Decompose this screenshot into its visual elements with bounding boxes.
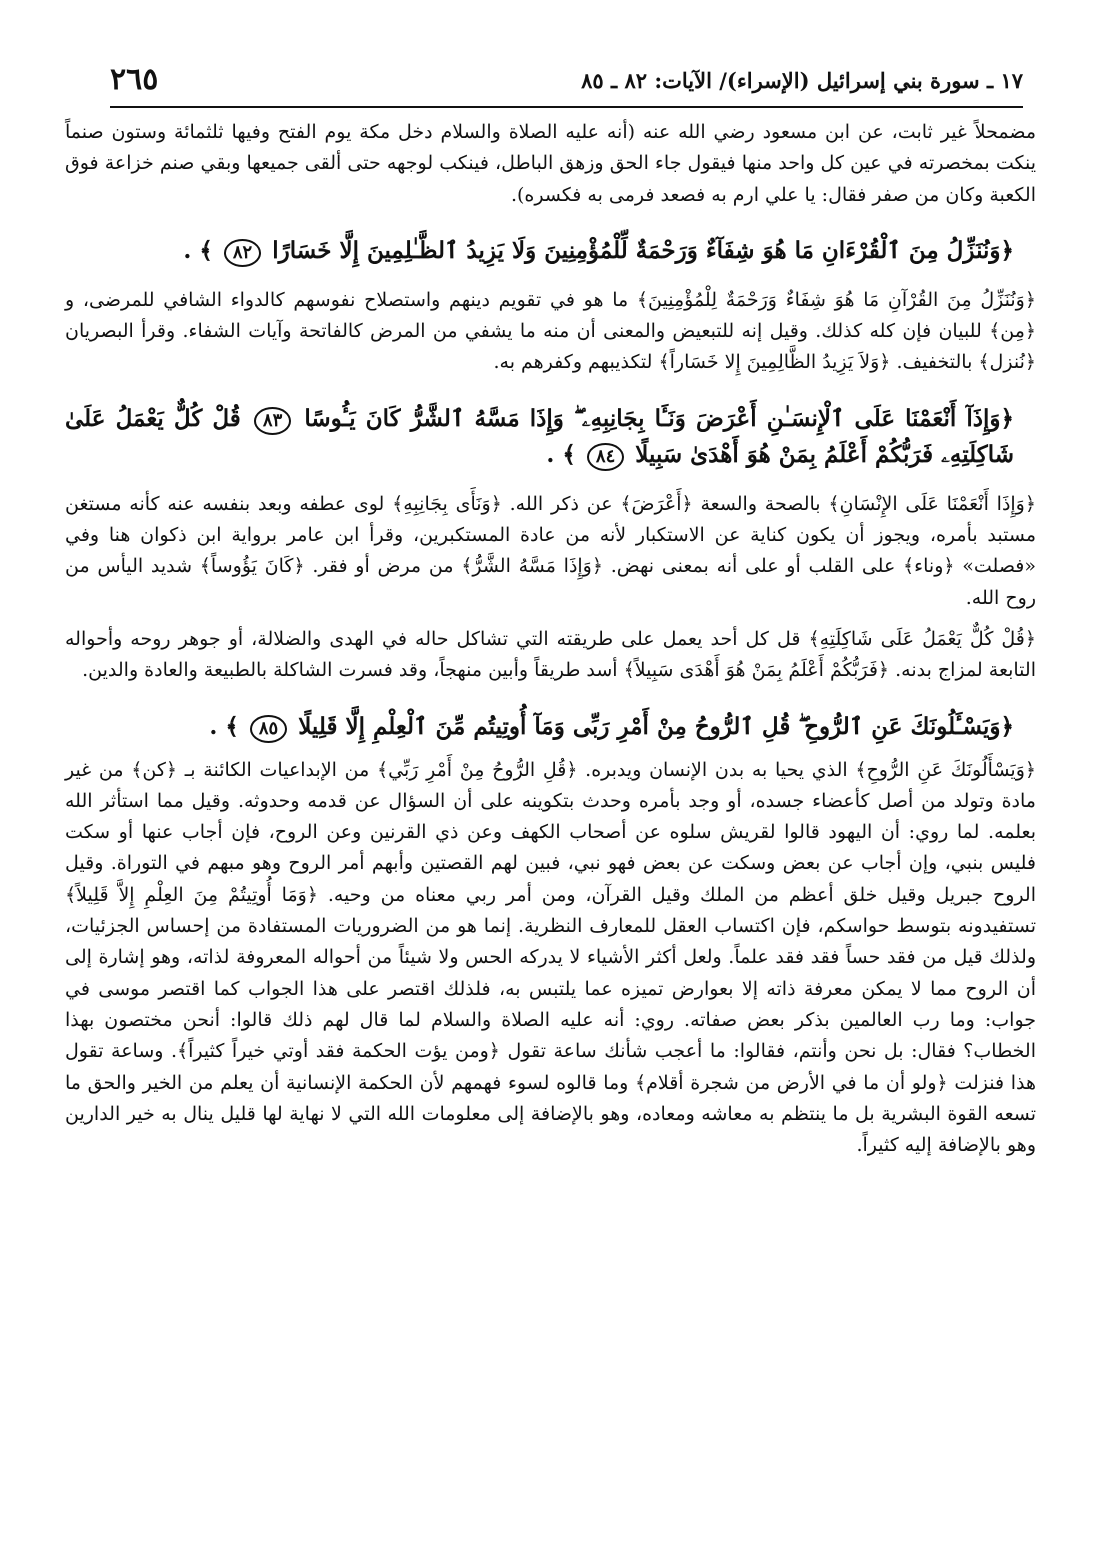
verse-number-84: ٨٤ bbox=[587, 443, 624, 471]
commentary-paragraph-3: ﴿وَإِذَا أَنْعَمْنَا عَلَى الإِنْسَانِ﴾ بالصحة والسعة ﴿أَعْرَضَ﴾ عن ذكر الله. ﴿وَنَأَى بِجَانِبِهِ﴾ لوى عطفه وبعد بنفسه عنه كأنه مستغن مستبد بأمره، ويجوز أن يكون كناية عن الاستكبار لأنه من عادة المستكبرين، وقرأ ابن عامر برواية ابن ذكوان هنا وفي «فصلت» ﴿وناء﴾ على القلب أو على أنه بمعنى نهض. ﴿وَإِذَا مَسَّهُ الشَّرُّ﴾ من مرض أو فقر. ﴿كَانَ يَؤُوساً﴾ شديد اليأس من روح الله. bbox=[65, 492, 1036, 609]
verse-84-end: ﴾ . bbox=[546, 440, 576, 468]
header-rule bbox=[110, 106, 1023, 108]
page-number: ٢٦٥ bbox=[110, 62, 159, 97]
verse-85-end: ﴾ . bbox=[209, 712, 239, 740]
verse-82 bbox=[65, 233, 1036, 269]
verse-number-85: ٨٥ bbox=[250, 715, 287, 743]
verse-85 bbox=[65, 709, 1036, 745]
verse-83-text: ﴿وَإِذَآ أَنْعَمْنَا عَلَى ٱلْإِنسَـٰنِ أَعْرَضَ وَنَـَٔا بِجَانِبِهِۦ ۖ وَإِذَا مَسَّهُ ٱلشَّرُّ كَانَ يَـُٔوسًا bbox=[304, 404, 1014, 432]
verse-85-text: ﴿وَيَسْـَٔلُونَكَ عَنِ ٱلرُّوحِ ۖ قُلِ ٱلرُّوحُ مِنْ أَمْرِ رَبِّى وَمَآ أُوتِيتُم مِّنَ ٱلْعِلْمِ إِلَّا قَلِيلًا bbox=[298, 712, 1014, 740]
verse-number-83: ٨٣ bbox=[254, 407, 291, 435]
commentary-paragraph-4: ﴿قُلْ كُلٌّ يَعْمَلُ عَلَى شَاكِلَتِهِ﴾ قل كل أحد يعمل على طريقته التي تشاكل حاله في الهدى والضلالة، أو جوهر روحه وأحواله التابعة لمزاج بدنه. ﴿فَرَبُّكُمْ أَعْلَمُ بِمَنْ هُوَ أَهْدَى سَبِيلاً﴾ أسد طريقاً وأبين منهجاً، وقد فسرت الشاكلة بالطبيعة والعادة والدين. bbox=[65, 627, 1036, 682]
verse-number-82: ٨٢ bbox=[224, 239, 261, 267]
verse-82-end: ﴾ . bbox=[183, 236, 213, 264]
verses-83-84 bbox=[65, 401, 1036, 473]
commentary-paragraph-5: ﴿وَيَسْأَلُونَكَ عَنِ الرُّوحِ﴾ الذي يحيا به بدن الإنسان ويدبره. ﴿قُلِ الرُّوحُ مِنْ أَمْرِ رَبِّي﴾ من الإبداعيات الكائنة بـ ﴿كن﴾ من غير مادة وتولد من أصل كأعضاء جسده، أو وجد بأمره وحدث بتكوينه على أن السؤال عن قدمه وحدوثه. وقيل مما استأثر الله بعلمه. لما روي: أن اليهود قالوا لقريش سلوه عن أصحاب الكهف وعن ذي القرنين وعن الروح، فإن أجاب عنها أو سكت فليس بنبي، وإن أجاب عن بعض وسكت عن بعض فهو نبي، فبين لهم القصتين وأبهم أمر الروح وهو مبهم في التوراة. وقيل الروح جبريل وقيل خلق أعظم من الملك وقيل القرآن، ومن أمر ربي معناه من وحيه. ﴿وَمَا أُوتِيتُمْ مِنَ العِلْمِ إِلاَّ قَلِيلاً﴾ تستفيدونه بتوسط حواسكم، فإن اكتساب العقل للمعارف النظرية. إنما هو من الضروريات المستفادة من إحساس الجزئيات، ولذلك قيل من فقد حساً فقد فقد علماً. ولعل أكثر الأشياء لا يدركه الحس ولا شيئاً من أحواله المعروفة لذاته، وهو إشارة إلى أن الروح مما لا يمكن معرفة ذاته إلا بعوارض تميزه عما يلتبس به، فلذلك اقتصر على هذا الجواب كما اقتصر موسى في جواب: وما رب العالمين بذكر بعض صفاته. روي: أنه عليه الصلاة والسلام لما قال لهم ذلك قالوا: أنحن مختصون بهذا الخطاب؟ فقال: بل نحن وأنتم، فقالوا: ما أعجب شأنك ساعة تقول ﴿ومن يؤت الحكمة فقد أوتي خيراً كثيراً﴾. وساعة تقول هذا فنزلت ﴿ولو أن ما في الأرض من شجرة أقلام﴾ وما قالوه لسوء فهمهم لأن الحكمة الإنسانية أن يعلم من الخير والحق ما تسعه القوة البشرية بل ما ينتظم به معاشه ومعاده، وهو بالإضافة إلى معلومات الله التي لا نهاية لها قليل ينال به خير الدارين وهو بالإضافة إليه كثيراً. bbox=[65, 758, 1036, 1157]
verse-84-text: قُلْ كُلٌّ يَعْمَلُ عَلَىٰ شَاكِلَتِهِۦ فَرَبُّكُمْ أَعْلَمُ بِمَنْ هُوَ أَهْدَىٰ سَبِيلًا bbox=[65, 404, 1014, 468]
page-body bbox=[65, 117, 1036, 1161]
commentary-paragraph-2: ﴿وَنُنَزِّلُ مِنَ القُرْآنِ مَا هُوَ شِفَاءٌ وَرَحْمَةٌ لِلْمُؤْمِنِينَ﴾ ما هو في تقويم دينهم واستصلاح نفوسهم كالدواء الشافي للمرضى، و ﴿مِن﴾ للبيان فإن كله كذلك. وقيل إنه للتبعيض والمعنى أن منه ما يشفي من المرض كالفاتحة وآيات الشفاء. وقرأ البصريان ﴿نُنزل﴾ بالتخفيف. ﴿وَلاَ يَزِيدُ الظَّالِمِينَ إِلا خَسَاراً﴾ لتكذيبهم وكفرهم به. bbox=[65, 288, 1036, 374]
commentary-paragraph-1: مضمحلاً غير ثابت، عن ابن مسعود رضي الله عنه (أنه عليه الصلاة والسلام دخل مكة يوم الفتح وفيها ثلثمائة وستون صنماً ينكت بمخصرته في عين كل واحد منها فيقول جاء الحق وزهق الباطل، فينكب لوجهه حتى ألقى جميعها وبقي صنم خزاعة فوق الكعبة وكان من صفر فقال: يا علي ارم به فصعد فرمى به فكسره). bbox=[65, 121, 1036, 206]
page-header bbox=[110, 62, 1023, 110]
verse-82-text: ﴿وَنُنَزِّلُ مِنَ ٱلْقُرْءَانِ مَا هُوَ شِفَآءٌ وَرَحْمَةٌ لِّلْمُؤْمِنِينَ وَلَا يَزِيدُ ٱلظَّـٰلِمِينَ إِلَّا خَسَارًا bbox=[272, 236, 1014, 264]
running-title: ١٧ ـ سورة بني إسرائيل (الإسراء)/ الآيات: ٨٢ ـ ٨٥ bbox=[581, 68, 1023, 93]
